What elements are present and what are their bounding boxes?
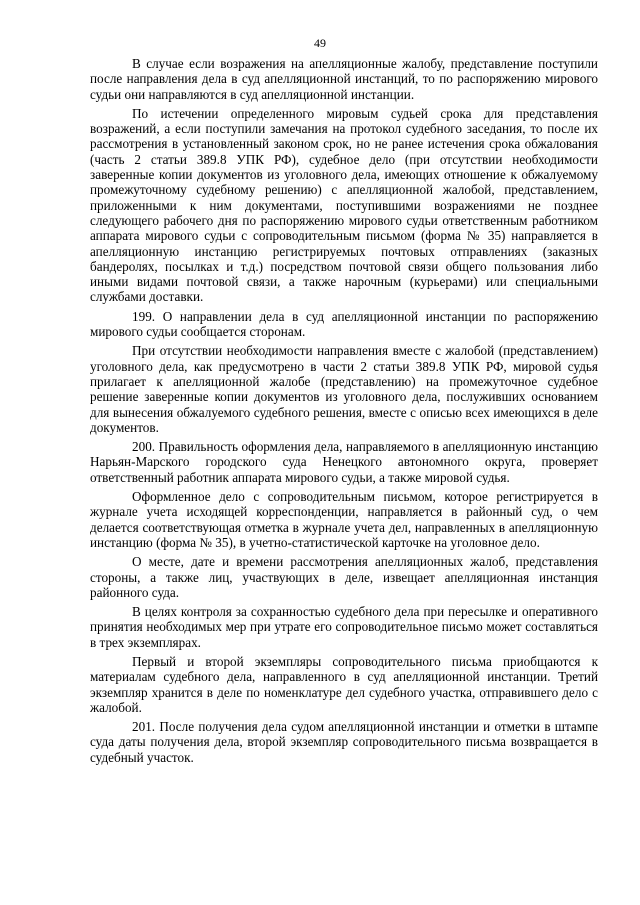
paragraph-place-date-time: О месте, дате и времени рассмотрения апелляционных жалоб, представления стороны, а также лиц, участвующих в деле, извещает апелляционная инстанция районного суда. [90,554,598,600]
paragraph-deadline-sending: По истечении определенного мировым судьей срока для представления возражений, а если поступили замечания на протокол судебного заседания, то после их рассмотрения в установленный законом срок, но не ранее истечения срока обжалования (часть 2 статьи 389.8 УПК РФ), судебное дело (при отсутствии необходимости заверенные копии документов из уголовного дела, имеющих отношение к обжалуемому промежуточному судебному решению) с апелляционной жалобой, представлением, приложенными к ним документами, поступившими возражениями не позднее следующего рабочего дня по распоряжению мирового судьи ответственным работником аппарата мирового судьи с сопроводительным письмом (форма № 35) направляется в апелляционную инстанцию регистрируемых почтовых отправлениях (заказных бандеролях, посылках и т.д.) посредством почтовой связи общего пользования либо иными видами почтовой связи, а также нарочным (курьерами) или специальными службами доставки. [90,105,598,305]
paragraph-copies: Первый и второй экземпляры сопроводительного письма приобщаются к материалам судебного дела, направленного в суд апелляционной инстанции. Третий экземпляр хранится в деле по номенклатуре дел судебного участка, отправившего дело с жалобой. [90,653,598,715]
paragraph-201: 201. После получения дела судом апелляционной инстанции и отметки в штампе суда даты получения дела, второй экземпляр сопроводительного письма возвращается в судебный участок. [90,719,598,765]
paragraph-objections-after-sending: В случае если возражения на апелляционные жалобу, представление поступили после направления дела в суд апелляционной инстанций, то по распоряжению мирового судьи они направляются в суд апелляционной инстанции. [90,56,598,102]
paragraph-control-safety: В целях контроля за сохранностью судебного дела при пересылке и оперативного принятия необходимых мер при утрате его сопроводительное письмо может составляться в трех экземплярах. [90,604,598,650]
paragraph-formatted-case: Оформленное дело с сопроводительным письмом, которое регистрируется в журнале учета исходящей корреспонденции, направляется в районный суд, о чем делается соответствующая отметка в журнале учета дел, направленных в апелляционную инстанцию (форма № 35), в учетно-статистической карточке на уголовное дело. [90,489,598,550]
document-body [90,56,598,769]
paragraph-199: 199. О направлении дела в суд апелляционной инстанции по распоряжению мирового судьи сообщается сторонам. [90,308,598,340]
page-number: 49 [314,36,326,50]
paragraph-absence-necessity: При отсутствии необходимости направления вместе с жалобой (представлением) уголовного дела, как предусмотрено в части 2 статьи 389.8 УПК РФ, мировой судья прилагает к апелляционной жалобе (представлению) на промежуточное судебное решение заверенные копии документов из уголовного дела, послуживших основанием для вынесения обжалуемого судебного решения, вместе с описью всех имеющихся в деле документов. [90,343,598,435]
paragraph-200: 200. Правильность оформления дела, направляемого в апелляционную инстанцию Нарьян-Марского городского суда Ненецкого автономного округа, проверяет ответственный работник аппарата мирового судьи, а также мировой судья. [90,439,598,485]
